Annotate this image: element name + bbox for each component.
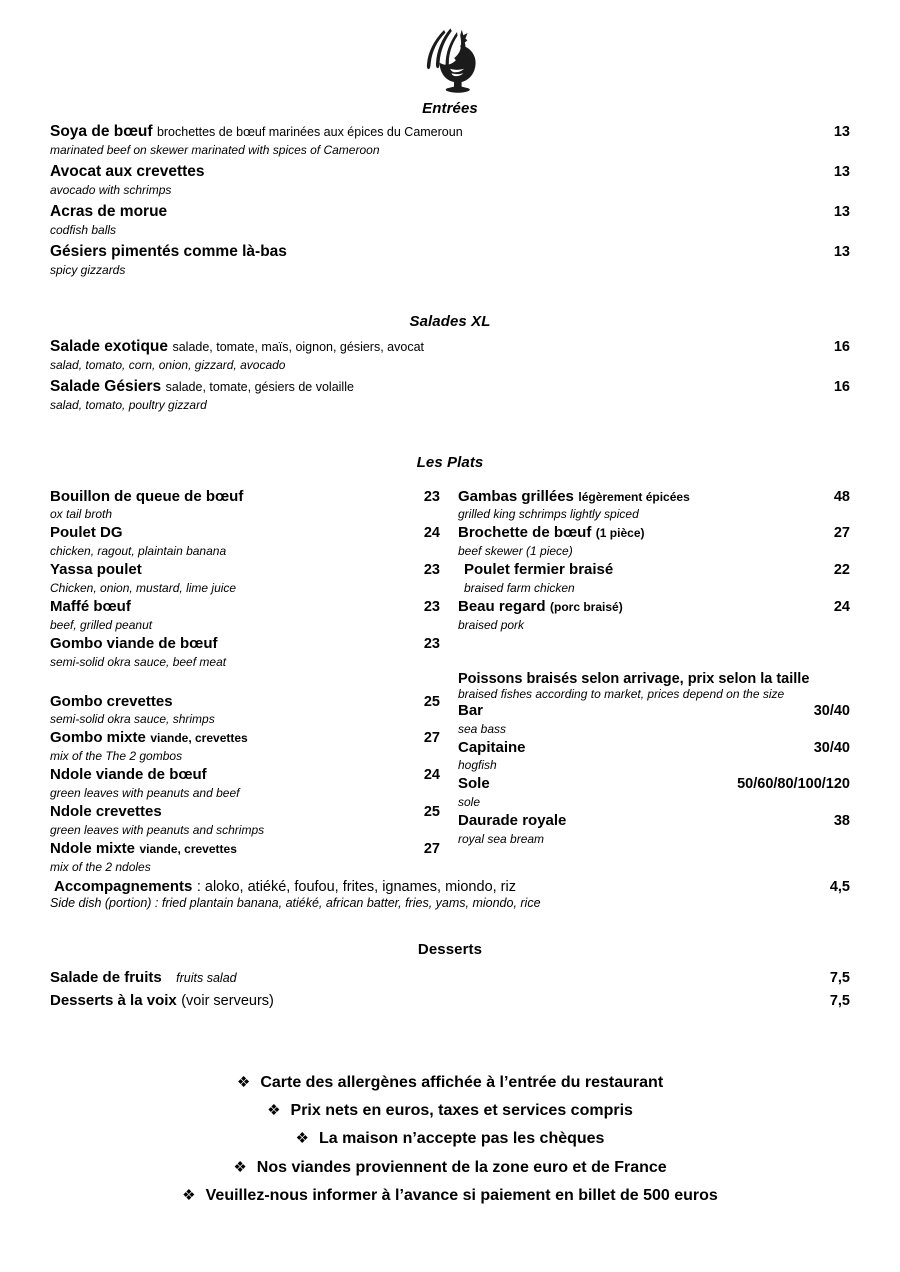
menu-item (50, 121, 850, 158)
item-name: Desserts à la voix (50, 992, 177, 1010)
item-name: Ndole crevettes (50, 802, 162, 820)
item-description: salade, tomate, maïs, oignon, gésiers, avocat (172, 339, 424, 354)
item-translation: grilled king schrimps lightly spiced (458, 507, 639, 522)
item-name: Brochette de bœuf (458, 524, 592, 542)
menu-item (50, 634, 440, 670)
section-desserts (50, 941, 850, 1012)
item-price: 27 (833, 525, 850, 542)
note-text: La maison n’accepte pas les chèques (319, 1130, 605, 1148)
menu-item (458, 738, 850, 774)
menu-item (50, 989, 850, 1012)
item-name: Acras de morue (50, 202, 168, 220)
menu-item (458, 487, 850, 523)
item-name: Bar (458, 701, 484, 719)
item-name: Gésiers pimentés comme là-bas (50, 242, 287, 260)
accompagnements-translation: Side dish (portion) : fried plantain banana, atiéké, african batter, fries, yams, miondo, rice (50, 895, 541, 910)
note-line (50, 1182, 850, 1210)
fish-group-heading: Poissons braisés selon arrivage, prix selon la taille (458, 670, 810, 687)
item-name: Sole (458, 775, 490, 793)
section-entrees (50, 121, 850, 278)
item-price: 27 (423, 840, 440, 857)
item-price: 16 (833, 338, 850, 355)
item-translation: salad, tomato, poultry gizzard (50, 397, 207, 412)
item-name: Gombo viande de bœuf (50, 634, 218, 652)
item-price: 23 (423, 598, 440, 615)
item-name: Salade exotique (50, 337, 169, 355)
item-translation: royal sea bream (458, 831, 545, 846)
item-translation: fruits salad (176, 971, 237, 986)
item-name: Salade Gésiers (50, 377, 162, 395)
item-name: Avocat aux crevettes (50, 162, 205, 180)
item-description: légèrement épicées (578, 489, 690, 504)
section-accompagnements (50, 878, 850, 912)
item-name: Yassa poulet (50, 561, 142, 579)
item-translation: braised pork (458, 617, 525, 632)
item-translation: green leaves with peanuts and schrimps (50, 822, 265, 837)
restaurant-logo (50, 0, 850, 100)
item-description: viande, crevettes (150, 731, 248, 746)
item-name: Poulet fermier braisé (464, 561, 614, 579)
item-translation: beef, grilled peanut (50, 617, 153, 632)
menu-item (50, 728, 440, 764)
menu-item (50, 201, 850, 238)
item-price: 38 (833, 813, 850, 830)
footer-notes (50, 1069, 850, 1211)
menu-item (458, 560, 850, 596)
item-translation: braised farm chicken (464, 580, 575, 595)
item-price: 30/40 (813, 739, 850, 756)
note-text: Prix nets en euros, taxes et services compris (290, 1101, 633, 1119)
menu-item (458, 701, 850, 737)
plats-column-left (50, 487, 440, 876)
note-text: Carte des allergènes affichée à l’entrée du restaurant (260, 1073, 664, 1091)
section-salades (50, 336, 850, 413)
item-translation: codfish balls (50, 222, 117, 237)
item-name: Capitaine (458, 738, 526, 756)
menu-item (50, 839, 440, 875)
item-translation: semi-solid okra sauce, shrimps (50, 712, 215, 727)
item-price: 48 (833, 488, 850, 505)
item-description: salade, tomate, gésiers de volaille (165, 379, 354, 394)
item-price: 27 (423, 730, 440, 747)
menu-item (50, 336, 850, 373)
item-name: Salade de fruits (50, 969, 162, 987)
item-translation: spicy gizzards (50, 262, 126, 277)
fish-group (458, 671, 850, 847)
item-description: (porc braisé) (550, 599, 623, 614)
item-description: (1 pièce) (595, 526, 645, 541)
item-price: 25 (423, 693, 440, 710)
item-translation: mix of the The 2 gombos (50, 749, 183, 764)
item-name: Poulet DG (50, 524, 123, 542)
item-name: Ndole viande de bœuf (50, 766, 207, 784)
item-name: Daurade royale (458, 812, 567, 830)
menu-item (50, 765, 440, 801)
item-translation: Chicken, onion, mustard, lime juice (50, 580, 237, 595)
item-name: Ndole mixte (50, 839, 136, 857)
item-name: Gambas grillées (458, 487, 574, 505)
menu-item (50, 523, 440, 559)
diamond-bullet-icon: ❖ (182, 1187, 196, 1205)
menu-item (50, 802, 440, 838)
item-name: Gombo crevettes (50, 692, 173, 710)
menu-item (50, 241, 850, 278)
note-text: Veuillez-nous informer à l’avance si paiement en billet de 500 euros (205, 1187, 718, 1205)
item-description: (voir serveurs) (181, 993, 274, 1010)
accompagnements-label: Accompagnements (54, 877, 193, 895)
menu-item (50, 966, 850, 989)
note-line (50, 1125, 850, 1153)
note-line (50, 1154, 850, 1182)
item-price: 13 (833, 203, 850, 220)
item-description: brochettes de bœuf marinées aux épices du Cameroun (156, 125, 463, 139)
item-name: Bouillon de queue de bœuf (50, 487, 244, 505)
item-translation: salad, tomato, corn, onion, gizzard, avocado (50, 357, 286, 372)
item-name: Gombo mixte (50, 729, 146, 747)
item-price: 30/40 (813, 702, 850, 719)
item-translation: sole (458, 795, 481, 810)
item-price: 13 (833, 124, 850, 140)
item-description: viande, crevettes (139, 841, 237, 856)
item-price: 13 (833, 163, 850, 180)
menu-item (458, 811, 850, 847)
item-name: Beau regard (458, 597, 546, 615)
rooster-silhouette-logo (414, 26, 486, 100)
item-name: Maffé bœuf (50, 597, 131, 615)
item-price: 7,5 (829, 970, 850, 987)
menu-item (50, 560, 440, 596)
diamond-bullet-icon: ❖ (295, 1130, 309, 1148)
item-translation: sea bass (458, 721, 507, 736)
item-price: 24 (423, 525, 440, 542)
diamond-bullet-icon: ❖ (267, 1101, 281, 1119)
item-translation: green leaves with peanuts and beef (50, 785, 240, 800)
item-price: 7,5 (829, 993, 850, 1010)
item-price: 25 (423, 803, 440, 820)
item-price: 24 (423, 767, 440, 784)
section-heading-desserts: Desserts (417, 941, 483, 959)
item-price: 22 (833, 562, 850, 579)
menu-item (50, 692, 440, 728)
plats-column-right (440, 487, 850, 876)
item-translation: avocado with schrimps (50, 182, 172, 197)
item-price: 23 (423, 635, 440, 652)
menu-item (50, 376, 850, 413)
menu-item (50, 487, 440, 523)
spacer (50, 671, 440, 692)
item-translation: marinated beef on skewer marinated with spices of Cameroon (50, 142, 380, 157)
menu-item (50, 161, 850, 198)
menu-item (458, 523, 850, 559)
item-translation: beef skewer (1 piece) (458, 544, 573, 559)
diamond-bullet-icon: ❖ (233, 1158, 247, 1176)
note-text: Nos viandes proviennent de la zone euro et de France (256, 1158, 667, 1176)
note-line (50, 1097, 850, 1125)
fish-group-heading-translation: braised fishes according to market, prices depend on the size (458, 686, 785, 701)
accompagnements-list: : aloko, atiéké, foufou, frites, ignames, miondo, riz (196, 878, 516, 895)
item-price: 23 (423, 562, 440, 579)
item-price: 24 (833, 598, 850, 615)
item-translation: hogfish (458, 758, 497, 773)
section-plats (50, 487, 850, 876)
section-heading-entrees: Entrées (422, 100, 478, 117)
note-line (50, 1069, 850, 1097)
item-name: Soya de bœuf (50, 123, 153, 140)
menu-item (458, 597, 850, 633)
item-price: 23 (423, 488, 440, 505)
item-price: 16 (833, 378, 850, 395)
item-translation: semi-solid okra sauce, beef meat (50, 654, 227, 669)
item-translation: ox tail broth (50, 507, 113, 522)
menu-item (50, 597, 440, 633)
accompagnements-price: 4,5 (829, 878, 850, 895)
section-heading-salades: Salades XL (409, 312, 491, 330)
item-price: 13 (833, 243, 850, 260)
menu-item (458, 774, 850, 810)
item-translation: chicken, ragout, plaintain banana (50, 544, 227, 559)
diamond-bullet-icon: ❖ (236, 1073, 251, 1091)
item-price: 50/60/80/100/120 (737, 776, 850, 793)
item-translation: mix of the 2 ndoles (50, 859, 151, 874)
section-heading-plats: Les Plats (416, 453, 484, 471)
spacer (458, 634, 850, 671)
